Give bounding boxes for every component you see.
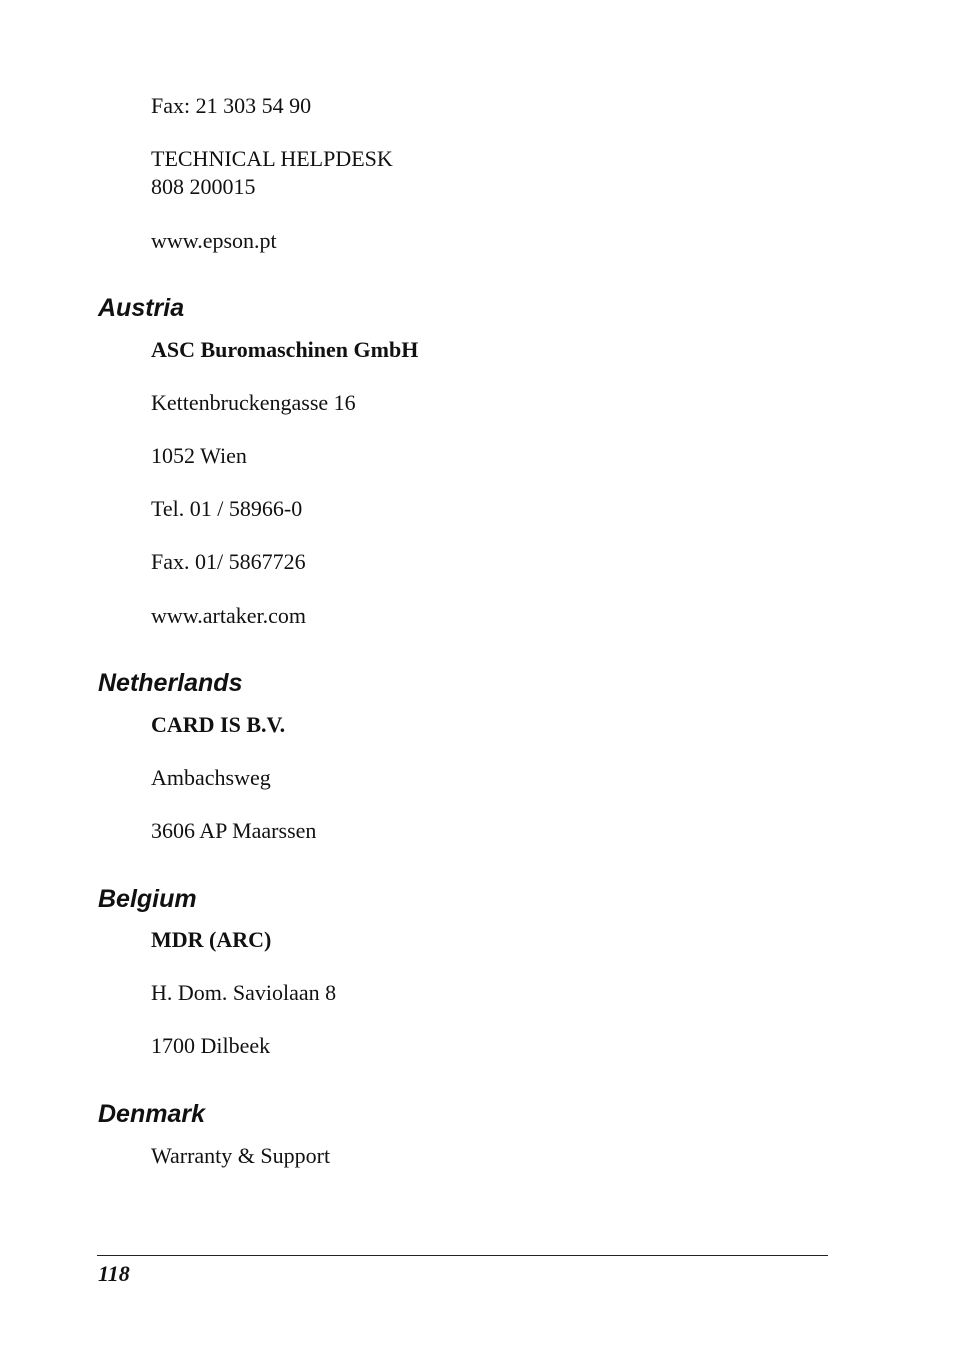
footer-rule — [97, 1255, 828, 1256]
heading-netherlands: Netherlands — [98, 669, 243, 697]
heading-denmark: Denmark — [98, 1100, 205, 1128]
belgium-company: MDR (ARC) — [151, 927, 272, 952]
austria-fax: Fax. 01/ 5867726 — [151, 549, 306, 574]
austria-website: www.artaker.com — [151, 603, 306, 628]
austria-city: 1052 Wien — [151, 443, 247, 468]
heading-austria: Austria — [98, 294, 185, 322]
austria-tel: Tel. 01 / 58966-0 — [151, 496, 303, 521]
austria-street: Kettenbruckengasse 16 — [151, 390, 356, 415]
belgium-city: 1700 Dilbeek — [151, 1033, 271, 1058]
denmark-line1: Warranty & Support — [151, 1143, 331, 1168]
netherlands-street: Ambachsweg — [151, 765, 271, 790]
portugal-helpdesk-label: TECHNICAL HELPDESK — [151, 146, 393, 171]
portugal-website: www.epson.pt — [151, 228, 277, 253]
portugal-helpdesk-number: 808 200015 — [151, 174, 256, 199]
portugal-fax: Fax: 21 303 54 90 — [151, 93, 312, 118]
netherlands-city: 3606 AP Maarssen — [151, 818, 317, 843]
page-number: 118 — [98, 1261, 130, 1286]
austria-company: ASC Buromaschinen GmbH — [151, 337, 419, 362]
netherlands-company: CARD IS B.V. — [151, 712, 286, 737]
heading-belgium: Belgium — [98, 885, 197, 913]
belgium-street: H. Dom. Saviolaan 8 — [151, 980, 337, 1005]
